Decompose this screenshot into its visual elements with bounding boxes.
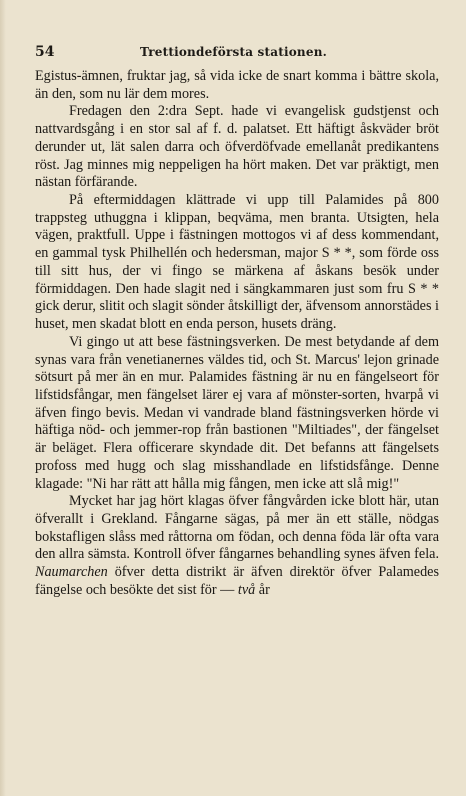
paragraph-5-text-after: år <box>255 581 270 598</box>
paragraph-1: Egistus-ämnen, fruktar jag, så vida icke de snart komma i bättre skola, än den, som nu lär dem mores. <box>35 68 439 102</box>
page-number: 54 <box>35 44 55 60</box>
paragraph-3: På eftermiddagen klättrade vi upp till Palamides på 800 trappsteg uthuggna i klippan, beqväma, men branta. Utsigten, hela vägen, praktfull. Uppe i fästningen mottogos vi af dess kommendant, en gammal tysk Philhellén och hedersman, major S * *, som förde oss till sitt hus, der vi fingo se märkena af åskans besök under förmiddagen. Den hade slagit ned i sängkammaren just som fru S * * gick derur, slitit och slagit sönder åtskilligt der, äfvensom annorstädes i huset, men skadat blott en enda person, husets dräng. <box>35 192 439 333</box>
running-title: Trettiondeförsta stationen. <box>140 45 327 59</box>
paragraph-4: Vi gingo ut att bese fästningsverken. De mest betydande af dem synas vara från venetianernes väldes tid, och St. Marcus' lejon grinade sötsurt på mer än en mur. Palamides fästning är nu en fängelseort för lifstidsfångar, men fängelset lärer ej vara af mönster-sorten, hvarpå vi äfven fingo bevis. Medan vi vandrade bland fästningsverken hörde vi häftiga nöd- och jemmer-rop från bastionen "Miltiades", der fängelset är beläget. Flera officerare skyndade dit. Det befanns att fängelsets profoss med hugg och slag misshandlade en lifstidsfånge. Denne klagade: "Ni har rätt att hålla mig fången, men icke att slå mig!" <box>35 333 439 492</box>
paragraph-5-text-middle: öfver detta distrikt är äfven direktör öfver Palamedes fängelse och besökte det sist för — <box>35 564 439 598</box>
body-text <box>35 68 439 600</box>
paragraph-5-text-before: Mycket har jag hört klagas öfver fångvården icke blott här, utan öfverallt i Grekland. Fångarne sägas, på mer än ett ställe, nödgas bokstafligen slåss med råttorna om födan, och denna föda lär ofta vara den allra sämsta. Kontroll öfver fångarnes behandling synes äfven fela. <box>35 493 439 563</box>
paragraph-5 <box>35 493 439 599</box>
paragraph-2: Fredagen den 2:dra Sept. hade vi evangelisk gudstjenst och nattvardsgång i en stor sal af f. d. palatset. Ett häftigt åskväder bröt derunder ut, lät salen darra och öfverdöfvade emellanåt predikantens röst. Jag minnes mig neppeligen ha hört maken. Det var präktigt, men nästan förfärande. <box>35 103 439 191</box>
italic-word-tva: två <box>237 581 256 598</box>
page-edge-shadow <box>0 0 6 796</box>
page-header <box>35 44 441 64</box>
italic-word-naumarchen: Naumarchen <box>35 564 108 581</box>
